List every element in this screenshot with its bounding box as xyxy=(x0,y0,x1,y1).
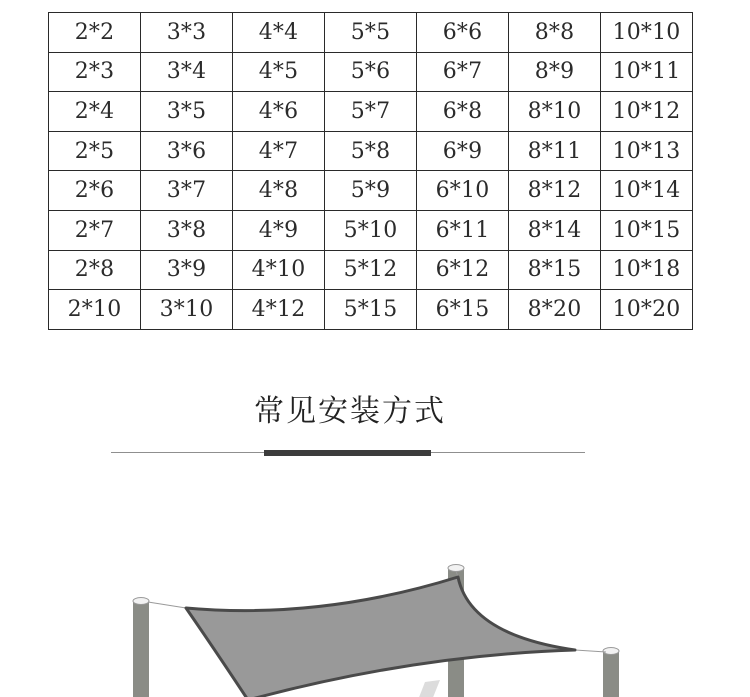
table-cell: 2*10 xyxy=(49,290,141,330)
table-cell: 2*3 xyxy=(49,52,141,92)
table-cell: 3*6 xyxy=(141,131,233,171)
table-cell: 5*12 xyxy=(325,250,417,290)
table-cell: 6*10 xyxy=(417,171,509,211)
table-cell: 5*9 xyxy=(325,171,417,211)
table-cell: 6*9 xyxy=(417,131,509,171)
table-cell: 10*15 xyxy=(601,210,693,250)
table-cell: 8*12 xyxy=(509,171,601,211)
support-strut xyxy=(418,680,440,697)
table-cell: 4*5 xyxy=(233,52,325,92)
table-cell: 3*7 xyxy=(141,171,233,211)
size-table-body xyxy=(49,13,693,330)
table-cell: 8*11 xyxy=(509,131,601,171)
table-cell: 8*20 xyxy=(509,290,601,330)
table-cell: 2*6 xyxy=(49,171,141,211)
table-cell: 5*5 xyxy=(325,13,417,53)
table-cell: 5*10 xyxy=(325,210,417,250)
table-cell: 4*4 xyxy=(233,13,325,53)
table-cell: 8*15 xyxy=(509,250,601,290)
table-cell: 8*8 xyxy=(509,13,601,53)
section-title: 常见安装方式 xyxy=(254,394,446,429)
table-cell: 6*12 xyxy=(417,250,509,290)
tension-line-left xyxy=(148,602,186,608)
post-left xyxy=(133,598,149,697)
table-cell: 6*11 xyxy=(417,210,509,250)
table-cell: 4*7 xyxy=(233,131,325,171)
shade-sail xyxy=(186,577,575,697)
table-cell: 3*4 xyxy=(141,52,233,92)
table-cell: 4*12 xyxy=(233,290,325,330)
table-cell: 5*8 xyxy=(325,131,417,171)
table-cell: 3*5 xyxy=(141,92,233,132)
table-cell: 10*10 xyxy=(601,13,693,53)
table-cell: 10*14 xyxy=(601,171,693,211)
table-cell: 5*7 xyxy=(325,92,417,132)
table-cell: 2*4 xyxy=(49,92,141,132)
table-row xyxy=(49,131,693,171)
table-cell: 10*18 xyxy=(601,250,693,290)
table-cell: 2*5 xyxy=(49,131,141,171)
table-cell: 4*9 xyxy=(233,210,325,250)
table-row xyxy=(49,210,693,250)
table-cell: 4*8 xyxy=(233,171,325,211)
table-cell: 5*6 xyxy=(325,52,417,92)
table-cell: 6*7 xyxy=(417,52,509,92)
table-cell: 5*15 xyxy=(325,290,417,330)
table-cell: 2*2 xyxy=(49,13,141,53)
table-cell: 4*10 xyxy=(233,250,325,290)
table-cell: 8*14 xyxy=(509,210,601,250)
table-cell: 4*6 xyxy=(233,92,325,132)
table-cell: 2*8 xyxy=(49,250,141,290)
table-cell: 6*15 xyxy=(417,290,509,330)
table-cell: 3*10 xyxy=(141,290,233,330)
table-cell: 10*20 xyxy=(601,290,693,330)
table-cell: 10*13 xyxy=(601,131,693,171)
shade-sail-illustration xyxy=(0,540,750,697)
table-cell: 8*9 xyxy=(509,52,601,92)
table-row xyxy=(49,52,693,92)
table-cell: 3*3 xyxy=(141,13,233,53)
table-cell: 3*8 xyxy=(141,210,233,250)
section-divider-accent xyxy=(264,450,431,456)
table-cell: 2*7 xyxy=(49,210,141,250)
tension-line-front xyxy=(575,650,606,652)
table-row xyxy=(49,92,693,132)
table-cell: 6*6 xyxy=(417,13,509,53)
size-table xyxy=(48,12,693,330)
table-cell: 10*12 xyxy=(601,92,693,132)
table-row xyxy=(49,13,693,53)
post-front-right xyxy=(603,648,619,697)
table-cell: 3*9 xyxy=(141,250,233,290)
table-row xyxy=(49,290,693,330)
table-row xyxy=(49,171,693,211)
table-row xyxy=(49,250,693,290)
table-cell: 10*11 xyxy=(601,52,693,92)
table-cell: 8*10 xyxy=(509,92,601,132)
table-cell: 6*8 xyxy=(417,92,509,132)
